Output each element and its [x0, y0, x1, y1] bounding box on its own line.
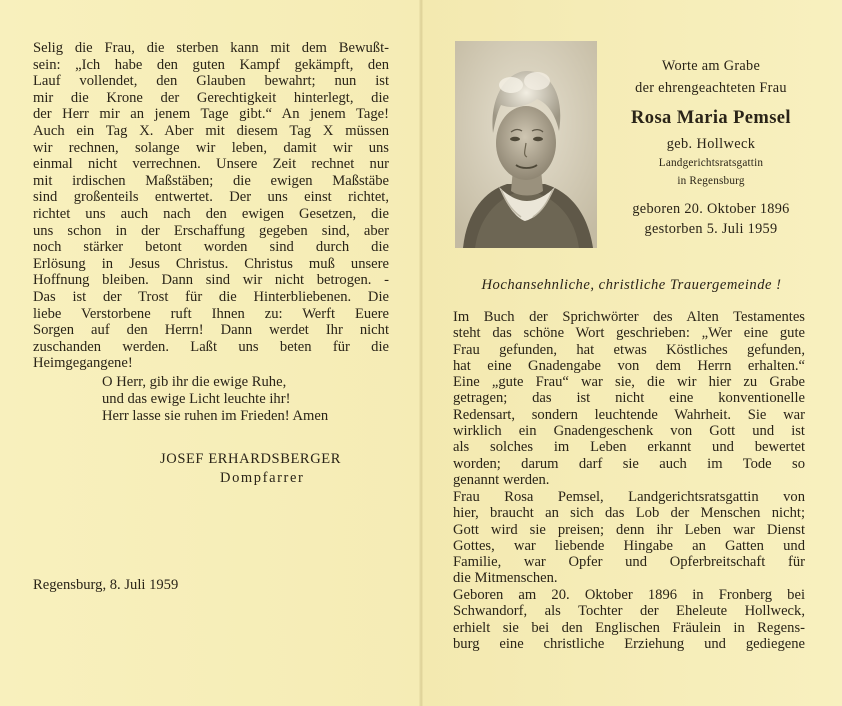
- text-line: Geboren am 20. Oktober 1896 in Fronberg bei: [453, 587, 805, 603]
- text-line: genannt werden.: [453, 471, 550, 488]
- text-line: hier, braucht an sich das Lob der Menschen nicht;: [453, 505, 805, 522]
- text-line: burg eine christliche Erziehung und gediegene: [453, 635, 805, 652]
- text-line: einmal nicht verrechnen. Unsere Zeit rechnet nur: [33, 156, 389, 173]
- sermon-paragraph: [33, 40, 389, 372]
- text-line: wirklich ein Gnadengeschenk von Gott und ist: [453, 423, 805, 440]
- text-line: mit irdischen Maßstäben; die ewigen Maßstäbe: [33, 172, 389, 189]
- prayer-line: und das ewige Licht leuchte ihr!: [102, 390, 291, 407]
- text-line: Heimgegangene!: [33, 355, 133, 372]
- text-line: worden; darum darf sie auch im Tode so: [453, 455, 805, 472]
- text-line: Selig die Frau, die sterben kann mit dem Bewußt-: [33, 40, 389, 56]
- maiden-name: geb. Hollweck: [666, 136, 756, 152]
- header-line-2: der ehrengeachteten Frau: [635, 80, 787, 96]
- page-fold: [419, 0, 423, 706]
- address-heading: Hochansehnliche, christliche Trauergemeinde !: [481, 277, 782, 293]
- text-line: wir rechnen, solange wir leben, damit wir uns: [33, 139, 389, 156]
- text-line: Auch ein Tag X. Aber mit diesem Tag X müssen: [33, 122, 389, 139]
- text-line: Das ist der Trost für die Hinterbliebenen. Die: [33, 288, 389, 305]
- text-line: uns schon in der Erschaffung gegeben sind, aber: [33, 222, 389, 239]
- death-date: gestorben 5. Juli 1959: [644, 221, 778, 237]
- text-line: Frau Rosa Pemsel, Landgerichtsratsgattin von: [453, 489, 805, 505]
- prayer-line: Herr lasse sie ruhen im Frieden! Amen: [102, 407, 329, 424]
- text-line: Sorgen auf den Herrn! Dann werdet Ihr nicht: [33, 322, 389, 339]
- signature-title: Dompfarrer: [220, 470, 305, 486]
- text-line: Schwandorf, als Tochter der Eheleute Hollweck,: [453, 603, 805, 620]
- eulogy-paragraph-3: [453, 587, 805, 652]
- birth-date: geboren 20. Oktober 1896: [632, 201, 790, 217]
- text-line: erhielt sie bei den Englischen Fräulein in Regens-: [453, 619, 805, 636]
- text-line: Lauf vollendet, den Glauben bewahrt; nun ist: [33, 73, 389, 90]
- position-line-1: Landgerichtsratsgattin: [658, 157, 764, 169]
- text-line: Hoffnung bleiben. Dann sind wir nicht betrogen. -: [33, 272, 389, 289]
- text-line: zuschanden werden. Laßt uns beten für die: [33, 338, 389, 355]
- text-line: richtet uns auch nach den ewigen Gesetzen, die: [33, 205, 389, 222]
- text-line: noch stärker betont worden sind durch die: [33, 239, 389, 256]
- portrait-image: [455, 41, 597, 248]
- text-line: die Mitmenschen.: [453, 570, 558, 587]
- text-line: getragen; das ist nicht eine konventionelle: [453, 390, 805, 407]
- signature-name: JOSEF ERHARDSBERGER: [160, 451, 342, 467]
- text-line: Erlösung in Jesus Christus. Christus muß unsere: [33, 255, 389, 272]
- text-line: mir die Krone der Gerechtigkeit hinterlegt, die: [33, 89, 389, 106]
- text-line: Frau gefunden, hat etwas Köstliches gefunden,: [453, 341, 805, 358]
- text-line: Im Buch der Sprichwörter des Alten Testamentes: [453, 309, 805, 325]
- text-line: Familie, war Opfer und Opferbreitschaft für: [453, 554, 805, 571]
- eulogy-paragraph-2: [453, 489, 805, 587]
- text-line: Gottes, war liebende Hingabe an Gatten und: [453, 537, 805, 554]
- text-line: Gott wird sie preisen; denn ihr Leben war Dienst: [453, 521, 805, 538]
- portrait-photo: [455, 41, 597, 248]
- text-line: als solches im Leben erkannt und bewertet: [453, 439, 805, 456]
- text-line: der Herr mir an jenem Tage gibt.“ An jenem Tage!: [33, 106, 389, 123]
- text-line: liebe Verstorbene ruft Ihnen zu: Werft Euere: [33, 305, 389, 322]
- eulogy-paragraph-1: [453, 309, 805, 488]
- text-line: Redensart, sondern leuchtende Wahrheit. Sie war: [453, 406, 805, 423]
- place-date: Regensburg, 8. Juli 1959: [33, 577, 179, 593]
- text-line: hat eine Gnadengabe von dem Herrn erhalten.“: [453, 357, 805, 374]
- header-line-1: Worte am Grabe: [661, 58, 761, 74]
- position-line-2: in Regensburg: [677, 175, 745, 187]
- text-line: sein: „Ich habe den guten Kampf gekämpft, den: [33, 56, 389, 73]
- prayer-line: O Herr, gib ihr die ewige Ruhe,: [102, 374, 287, 390]
- text-line: steht das schöne Wort geschrieben: „Wer eine gute: [453, 325, 805, 342]
- deceased-name: Rosa Maria Pemsel: [631, 108, 791, 128]
- prayer: [102, 374, 328, 424]
- text-line: sind großenteils entwertet. Der uns einst richtet,: [33, 189, 389, 206]
- text-line: Eine „gute Frau“ war sie, die wir hier zu Grabe: [453, 374, 805, 391]
